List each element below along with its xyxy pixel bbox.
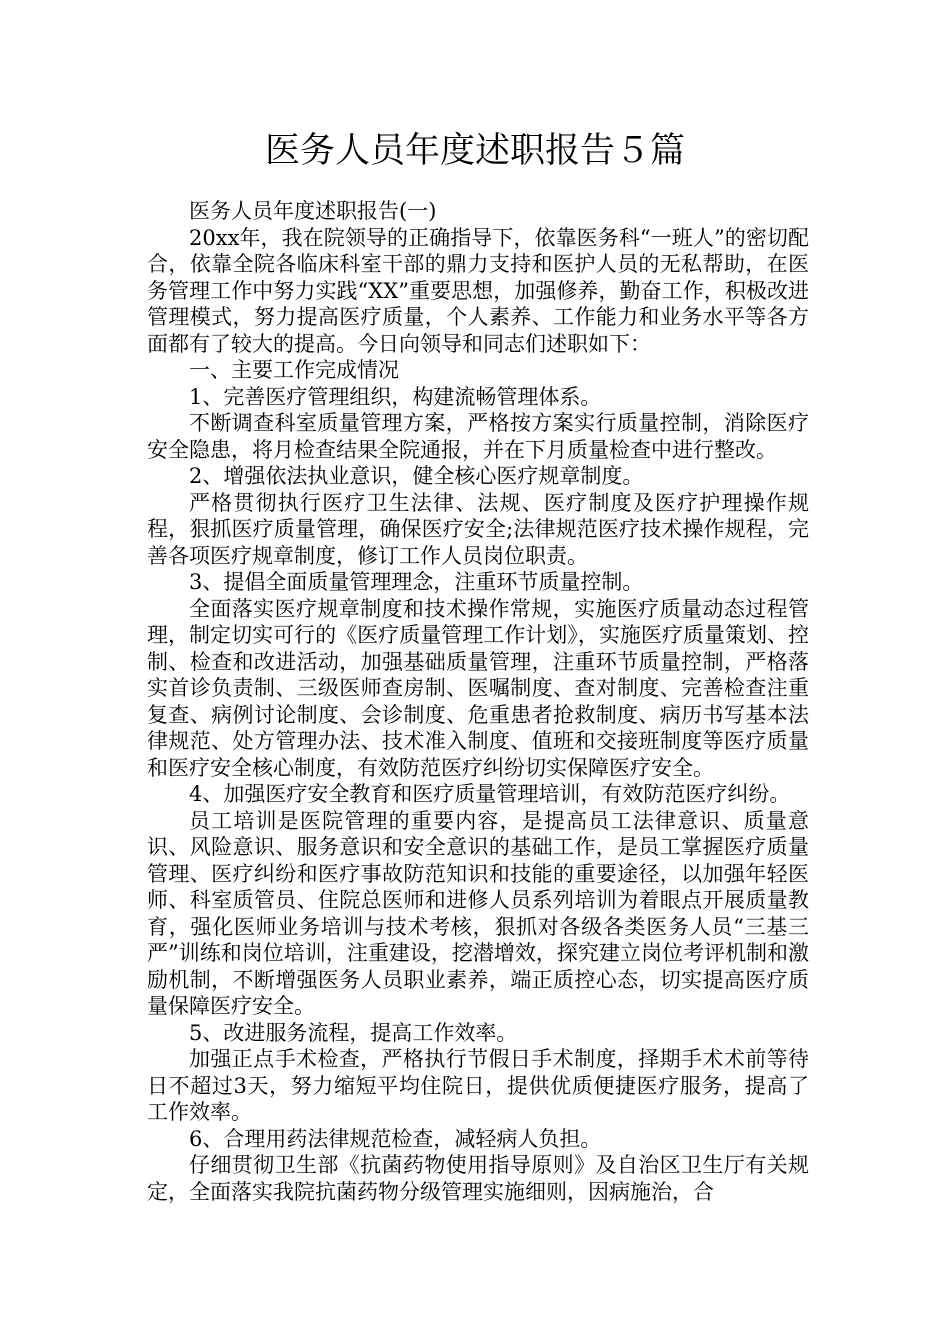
paragraph: 仔细贯彻卫生部《抗菌药物使用指导原则》及自治区卫生厅有关规定，全面落实我院抗菌药物分级管理实施细则，因病施治，合 — [147, 1153, 809, 1204]
item-heading: 3、提倡全面质量管理理念，注重环节质量控制。 — [189, 570, 644, 594]
item-heading: 1、完善医疗管理组织，构建流畅管理体系。 — [189, 384, 602, 409]
paragraph: 加强正点手术检查，严格执行节假日手术制度，择期手术术前等待日不超过3天，努力缩短平均住院日，提供优质便捷医疗服务，提高了工作效率。 — [147, 1047, 809, 1124]
item-heading: 6、合理用药法律规范检查，减轻病人负担。 — [189, 1126, 602, 1151]
document-body — [147, 198, 809, 1205]
paragraph: 严格贯彻执行医疗卫生法律、法规、医疗制度及医疗护理操作规程，狠抓医疗质量管理，确保医疗安全;法律规范医疗技术操作规程，完善各项医疗规章制度，修订工作人员岗位职责。 — [147, 490, 809, 568]
item-heading: 2、增强依法执业意识，健全核心医疗规章制度。 — [189, 464, 644, 488]
section-heading: 一、主要工作完成情况 — [189, 358, 399, 382]
paragraph: 员工培训是医院管理的重要内容，是提高员工法律意识、质量意识、风险意识、服务意识和安全意识的基础工作，是员工掌握医疗质量管理、医疗纠纷和医疗事故防范知识和技能的重要途径，以加强年轻医师、科室质管员、住院总医师和进修人员系列培训为着眼点开展质量教育，强化医师业务培训与技术考核，狠抓对各级各类医务人员“三基三严”训练和岗位培训，注重建设，挖潜增效，探究建立岗位考评机制和激励机制，不断增强医务人员职业素养，端正质控心态，切实提高医疗质量保障医疗安全。 — [147, 808, 809, 1018]
paragraph: 不断调查科室质量管理方案，严格按方案实行质量控制，消除医疗安全隐患，将月检查结果全院通报，并在下月质量检查中进行整改。 — [147, 411, 809, 462]
report-subtitle: 医务人员年度述职报告(一) — [189, 199, 437, 223]
paragraph: 20xx年，我在院领导的正确指导下，依靠医务科“一班人”的密切配合，依靠全院各临床科室干部的鼎力支持和医护人员的无私帮助，在医务管理工作中努力实践“XX”重要思想，加强修养，勤奋工作，积极改进管理模式，努力提高医疗质量，个人素养、工作能力和业务水平等各方面都有了较大的提高。今日向领导和同志们述职如下： — [147, 225, 809, 356]
document-title: 医务人员年度述职报告５篇 — [264, 131, 685, 171]
paragraph: 全面落实医疗规章制度和技术操作常规，实施医疗质量动态过程管理，制定切实可行的《医疗质量管理工作计划》，实施医疗质量策划、控制、检查和改进活动，加强基础质量管理，注重环节质量控制，严格落实首诊负责制、三级医师查房制、医嘱制度、查对制度、完善检查注重复查、病例讨论制度、会诊制度、危重患者抢救制度、病历书写基本法律规范、处方管理办法、技术准入制度、值班和交接班制度等医疗质量和医疗安全核心制度，有效防范医疗纠纷切实保障医疗安全。 — [147, 596, 809, 780]
item-heading: 5、改进服务流程，提高工作效率。 — [189, 1020, 518, 1045]
item-heading: 4、加强医疗安全教育和医疗质量管理培训，有效防范医疗纠纷。 — [189, 782, 791, 806]
